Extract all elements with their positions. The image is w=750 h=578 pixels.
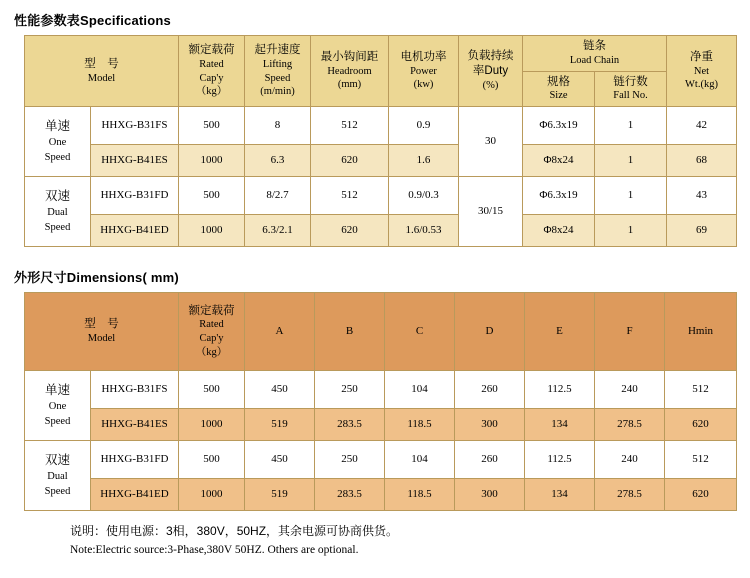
spec-header-model-cn: 型 号 [84,57,119,70]
dim-group-one-speed [25,371,91,441]
spec-cell-lifting: 6.3 [245,145,311,177]
spec-header-power-cn: 电机功率 [400,50,447,63]
notes-block [70,521,740,561]
dim-cell-hmin: 512 [665,441,737,479]
spec-cell-power: 1.6 [389,145,459,177]
spec-group-one-speed [25,107,91,177]
spec-group-dual-en2: Speed [44,222,71,234]
dim-group-dual-en2: Speed [44,486,71,498]
spec-header-power-unit: (kw) [413,79,434,91]
spec-cell-fall: 1 [595,107,667,145]
spec-cell-headroom: 512 [311,177,389,215]
spec-cell-headroom: 512 [311,107,389,145]
dim-group-one-en1: One [48,401,67,413]
dim-header-hmin: Hmin [665,293,737,371]
dimensions-table [24,292,737,511]
spec-header-net-cn: 净重 [690,50,713,63]
dim-cell-model: HHXG-B31FS [91,371,179,409]
spec-group-dual-cn: 双速 [44,188,70,203]
table-row [25,371,737,409]
dim-cell-d: 260 [455,441,525,479]
spec-header-chain-cn: 链条 [583,40,606,52]
dim-header-model [25,293,179,371]
dim-group-dual-en1: Dual [47,471,68,483]
spec-group-one-cn: 单速 [44,118,70,133]
dim-cell-f: 240 [595,441,665,479]
dim-cell-e: 112.5 [525,371,595,409]
dim-cell-model: HHXG-B41ED [91,479,179,511]
spec-header-lifting-en2: Speed [264,72,291,84]
spec-cell-chain-size: Φ8x24 [523,215,595,247]
spec-cell-duty: 30/15 [459,177,523,247]
spec-cell-lifting: 8 [245,107,311,145]
spec-group-dual-en1: Dual [47,207,68,219]
spec-header-rated-en2: Cap'y [199,72,224,84]
dim-header-f: F [595,293,665,371]
spec-cell-net: 42 [667,107,737,145]
spec-group-one-en2: Speed [44,152,71,164]
spec-cell-rated: 1000 [179,145,245,177]
spec-header-fall-en: Fall No. [613,90,648,102]
dim-cell-model: HHXG-B31FD [91,441,179,479]
spec-header-net-en2: Wt.(kg) [685,79,718,91]
spec-header-rated-en1: Rated [199,58,224,70]
specifications-table [24,35,737,247]
spec-cell-net: 69 [667,215,737,247]
dim-header-model-en: Model [87,333,116,344]
spec-header-row-1 [25,36,737,72]
spec-cell-headroom: 620 [311,145,389,177]
spec-cell-chain-size: Φ8x24 [523,145,595,177]
dim-cell-hmin: 620 [665,479,737,511]
table-row [25,107,737,145]
dim-cell-rated: 1000 [179,409,245,441]
spec-header-model [25,36,179,107]
spec-header-net [667,36,737,107]
dim-cell-rated: 500 [179,441,245,479]
dim-header-c: C [385,293,455,371]
dim-header-model-cn: 型 号 [84,318,119,331]
spec-header-rated-unit: （kg） [195,86,228,98]
spec-header-headroom-unit: (mm) [337,79,362,91]
note-chinese: 说明：使用电源：3相，380V，50HZ，其余电源可协商供货。 [70,524,399,538]
dim-group-dual-cn: 双速 [44,452,70,467]
dim-cell-hmin: 620 [665,409,737,441]
dim-header-row [25,293,737,371]
dim-cell-d: 300 [455,409,525,441]
dim-cell-b: 283.5 [315,479,385,511]
spec-cell-duty: 30 [459,107,523,177]
dim-header-rated-cn: 额定载荷 [188,304,235,317]
spec-header-chain [523,36,667,72]
spec-cell-model: HHXG-B31FD [91,177,179,215]
spec-cell-net: 43 [667,177,737,215]
spec-header-duty-cn2: 率Duty [472,65,509,78]
spec-header-lifting [245,36,311,107]
dim-group-one-en2: Speed [44,416,71,428]
dim-cell-rated: 1000 [179,479,245,511]
spec-header-fall-cn: 链行数 [613,75,648,88]
dim-header-e: E [525,293,595,371]
spec-cell-fall: 1 [595,145,667,177]
spec-cell-fall: 1 [595,177,667,215]
dim-header-rated-en1: Rated [199,319,224,331]
dim-cell-f: 278.5 [595,479,665,511]
dim-cell-b: 250 [315,371,385,409]
spec-cell-power: 0.9 [389,107,459,145]
dim-section-title: 外形尺寸Dimensions( mm) [14,270,179,285]
dim-cell-rated: 500 [179,371,245,409]
dim-cell-c: 118.5 [385,409,455,441]
dim-header-rated [179,293,245,371]
table-row [25,409,737,441]
spec-cell-chain-size: Φ6.3x19 [523,107,595,145]
table-row [25,145,737,177]
spec-group-one-en1: One [48,137,67,149]
spec-cell-model: HHXG-B41ED [91,215,179,247]
spec-header-duty-cn1: 负载持续 [467,50,514,63]
table-row [25,441,737,479]
table-row [25,177,737,215]
dim-header-a: A [245,293,315,371]
spec-header-rated-cn: 额定载荷 [188,44,235,56]
dim-cell-b: 283.5 [315,409,385,441]
spec-header-net-en1: Net [693,65,710,77]
spec-header-chain-en: Load Chain [569,54,620,66]
spec-header-lifting-cn: 起升速度 [254,44,301,56]
spec-cell-lifting: 8/2.7 [245,177,311,215]
dim-group-one-cn: 单速 [44,382,70,397]
spec-cell-headroom: 620 [311,215,389,247]
spec-cell-chain-size: Φ6.3x19 [523,177,595,215]
spec-header-duty [459,36,523,107]
spec-cell-power: 0.9/0.3 [389,177,459,215]
dim-cell-model: HHXG-B41ES [91,409,179,441]
spec-cell-power: 1.6/0.53 [389,215,459,247]
spec-header-headroom [311,36,389,107]
spec-cell-model: HHXG-B31FS [91,107,179,145]
dim-cell-c: 118.5 [385,479,455,511]
dim-cell-c: 104 [385,441,455,479]
spec-header-headroom-cn: 最小钩间距 [320,50,379,63]
spec-header-headroom-en: Headroom [327,65,372,77]
dim-cell-e: 112.5 [525,441,595,479]
spec-header-model-en: Model [87,72,116,84]
dim-cell-f: 278.5 [595,409,665,441]
dim-header-b: B [315,293,385,371]
dim-header-rated-unit: （kg） [195,346,228,358]
dim-cell-d: 260 [455,371,525,409]
spec-cell-rated: 500 [179,107,245,145]
spec-header-duty-unit: (%) [482,79,499,91]
dim-cell-b: 250 [315,441,385,479]
dim-group-dual-speed [25,441,91,511]
spec-header-chain-fall [595,71,667,107]
spec-header-lifting-en1: Lifting [262,58,293,70]
dim-cell-hmin: 512 [665,371,737,409]
dim-cell-e: 134 [525,479,595,511]
spec-header-rated [179,36,245,107]
spec-header-power [389,36,459,107]
spec-cell-model: HHXG-B41ES [91,145,179,177]
note-english: Note:Electric source:3-Phase,380V 50HZ. Others are optional. [70,544,359,557]
dim-cell-d: 300 [455,479,525,511]
dim-cell-a: 450 [245,441,315,479]
dim-header-rated-en2: Cap'y [199,333,224,344]
dim-cell-c: 104 [385,371,455,409]
dim-cell-a: 519 [245,479,315,511]
dim-cell-a: 450 [245,371,315,409]
dim-cell-e: 134 [525,409,595,441]
spec-cell-rated: 1000 [179,215,245,247]
dim-cell-f: 240 [595,371,665,409]
spec-cell-net: 68 [667,145,737,177]
spec-header-lifting-unit: (m/min) [260,86,295,98]
table-row [25,215,737,247]
table-row [25,479,737,511]
spec-cell-lifting: 6.3/2.1 [245,215,311,247]
dim-cell-a: 519 [245,409,315,441]
spec-header-size-cn: 规格 [547,75,570,88]
spec-header-size-en: Size [549,90,568,102]
spec-header-chain-size [523,71,595,107]
section-spacer [10,247,740,265]
spec-cell-fall: 1 [595,215,667,247]
spec-group-dual-speed [25,177,91,247]
spec-header-power-en: Power [410,65,437,77]
spec-section-title: 性能参数表Specifications [14,13,171,28]
spec-cell-rated: 500 [179,177,245,215]
dim-header-d: D [455,293,525,371]
